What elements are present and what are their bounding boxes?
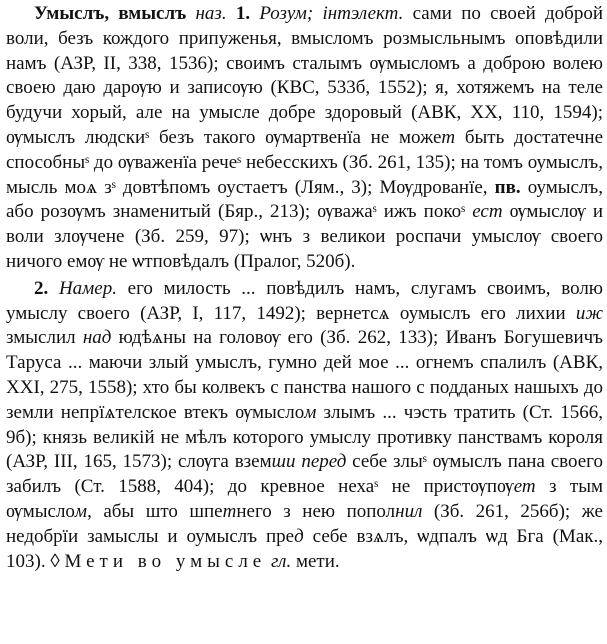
sense-1-text: небесскихъ (Зб. 261, 135); на томъ оумыслъ, мысль моѧ зˢ довтѣпомъ оустаетъ (Лям., 3); Мѹдрованїе, — [6, 151, 603, 198]
sense-2-text: себе взѧлъ, ѡдпалъ ѡд Бга (Мак., 103). ◊ — [6, 525, 603, 572]
sense-2-text: з тым ѹмысло — [6, 476, 603, 522]
sense-2-text: (Зб. 261, 256б); же недобрїи замыслы и оумыслъ пре — [6, 500, 603, 547]
sense-1-text: оумыслъ, або розѹмъ знаменитый (Бяр., 213); ѹважаˢ ижъ покоˢ — [6, 176, 603, 223]
sense-2-gloss: Намер. — [58, 277, 117, 299]
phraseological-unit: Мети во умысле — [64, 550, 267, 572]
dictionary-entry — [6, 2, 603, 574]
phrase-part-of-speech: гл. — [271, 550, 292, 572]
sense-1-paragraph: Умыслъ, вмыслъ наз. 1. Розум; інтэлект. сами по своей доброй воли, безъ кождого припуженья, вмысломъ розмысльнымъ оповѣдили намъ (АЗР, II, 338, 1536); своимъ сталымъ ѹмысломъ а доброю волею своею даю дарѹю и записѹю (КВС, 533б, 1552); я, хотяжемъ на теле будучи хорый, але на умысле добре здоровый (АВК, XX, 110, 1594); ѹмыслъ людскиˢ безъ такого ѹмартвенїа не может быть достатечне способныˢ до ѹваженїа речеˢ небесскихъ (Зб. 261, 135); на томъ оумыслъ, мысль моѧ зˢ довтѣпомъ оустаетъ (Лям., 3); Мѹдрованїе, пв. оумыслъ, або розѹмъ знаменитый (Бяр., 213); ѹважаˢ ижъ покоˢ ест ѹмыслѹ и воли злѹчене (Зб. 259, 97); ѡнъ з великои роспачи умыслѹ своего ничого емѹ не ѡтповѣдалъ (Пралог, 520б). — [6, 3, 603, 272]
sense-1-italic: ест — [472, 201, 503, 223]
sense-number-2: 2. — [34, 277, 49, 299]
sense-2-text: юдѣѧны на головѹ его (Зб. 262, 133); Иванъ Богушевичъ Таруса ... маючи злый умыслъ, гумно дей мое ... огнемъ спалилъ (АВК, XXI, 275, 1558); хто бы колвекъ с панства нашого с подданых нашыхъ до земли непрїѧтелское втекъ ѹмысло — [6, 327, 603, 423]
part-of-speech: наз. — [195, 3, 227, 24]
sense-2-italic: иж — [575, 302, 603, 324]
sense-1-italic: т — [441, 126, 456, 148]
sense-2-italic: м — [74, 500, 88, 522]
sense-1-gloss: Розум; інтэлект. — [259, 3, 404, 24]
sense-2-italic: нил — [395, 500, 423, 522]
sense-1-text: быть достатечне способныˢ до ѹважен — [6, 126, 603, 173]
sense-1-text: ѹмыслѹ и воли злѹчене (Зб. 259, 97); ѡнъ з великои роспачи умыслѹ своего ничого емѹ не ѡтповѣдалъ (Пралог, 520б). — [6, 201, 603, 272]
sense-1-superscript: їа — [183, 151, 197, 173]
abbreviation-pv: пв. — [494, 176, 521, 198]
sense-2-text: змыслил — [6, 327, 83, 349]
sense-2-paragraph — [6, 277, 603, 575]
sense-1-text: сами по своей доброй воли, безъ кождого припуженья, вмысломъ розмысльнымъ оповѣдили намъ (АЗР, II, 338, 1536); своимъ сталымъ ѹмысломъ а доброю волею своею даю дарѹю и записѹю (КВС, 533б, 1552); я, хотяжемъ на теле будучи хорый, але на умысле добре здоровый (АВК, XX, 110, 1594); ѹмыслъ людскиˢ безъ такого ѹмартвенїа не може — [6, 3, 603, 148]
sense-2-italic: д — [294, 525, 304, 547]
sense-2-text: его милость ... повѣдилъ намъ, слугамъ своимъ, волю умыслу своего (АЗР, I, 117, 1492); вернетсѧ оумыслъ его лихии — [6, 277, 603, 324]
sense-2-text: себе злыˢ ѹмыслъ пана своего забилъ (Ст. 1588, 404); до кревное нехаˢ не пристѹпѹ — [6, 451, 603, 498]
sense-1-superscript: ˢ — [237, 151, 242, 173]
sense-2-italic: т — [222, 500, 237, 522]
sense-number-1: 1 — [235, 3, 246, 24]
sense-2-italic: м — [304, 401, 317, 423]
headword: Умыслъ, вмыслъ — [34, 3, 187, 24]
sense-2-italic: ет — [513, 476, 536, 498]
sense-2-italic: ши — [271, 451, 296, 473]
sense-1-text: рече — [196, 151, 238, 173]
sense-2-italic: над — [82, 327, 112, 349]
sense-2-italic: перед — [301, 451, 347, 473]
sense-2-text: злымъ ... чэсть тратить (Ст. 1566, 9б); князь великій не мѣлъ которого умыслу противку панствамъ короля (АЗР, III, 165, 1573); слѹга взем — [6, 401, 603, 473]
phrase-meaning: мети. — [295, 550, 340, 572]
sense-2-text: него з нею попол — [236, 500, 396, 522]
sense-2-text: , абы што шпе — [87, 500, 223, 522]
